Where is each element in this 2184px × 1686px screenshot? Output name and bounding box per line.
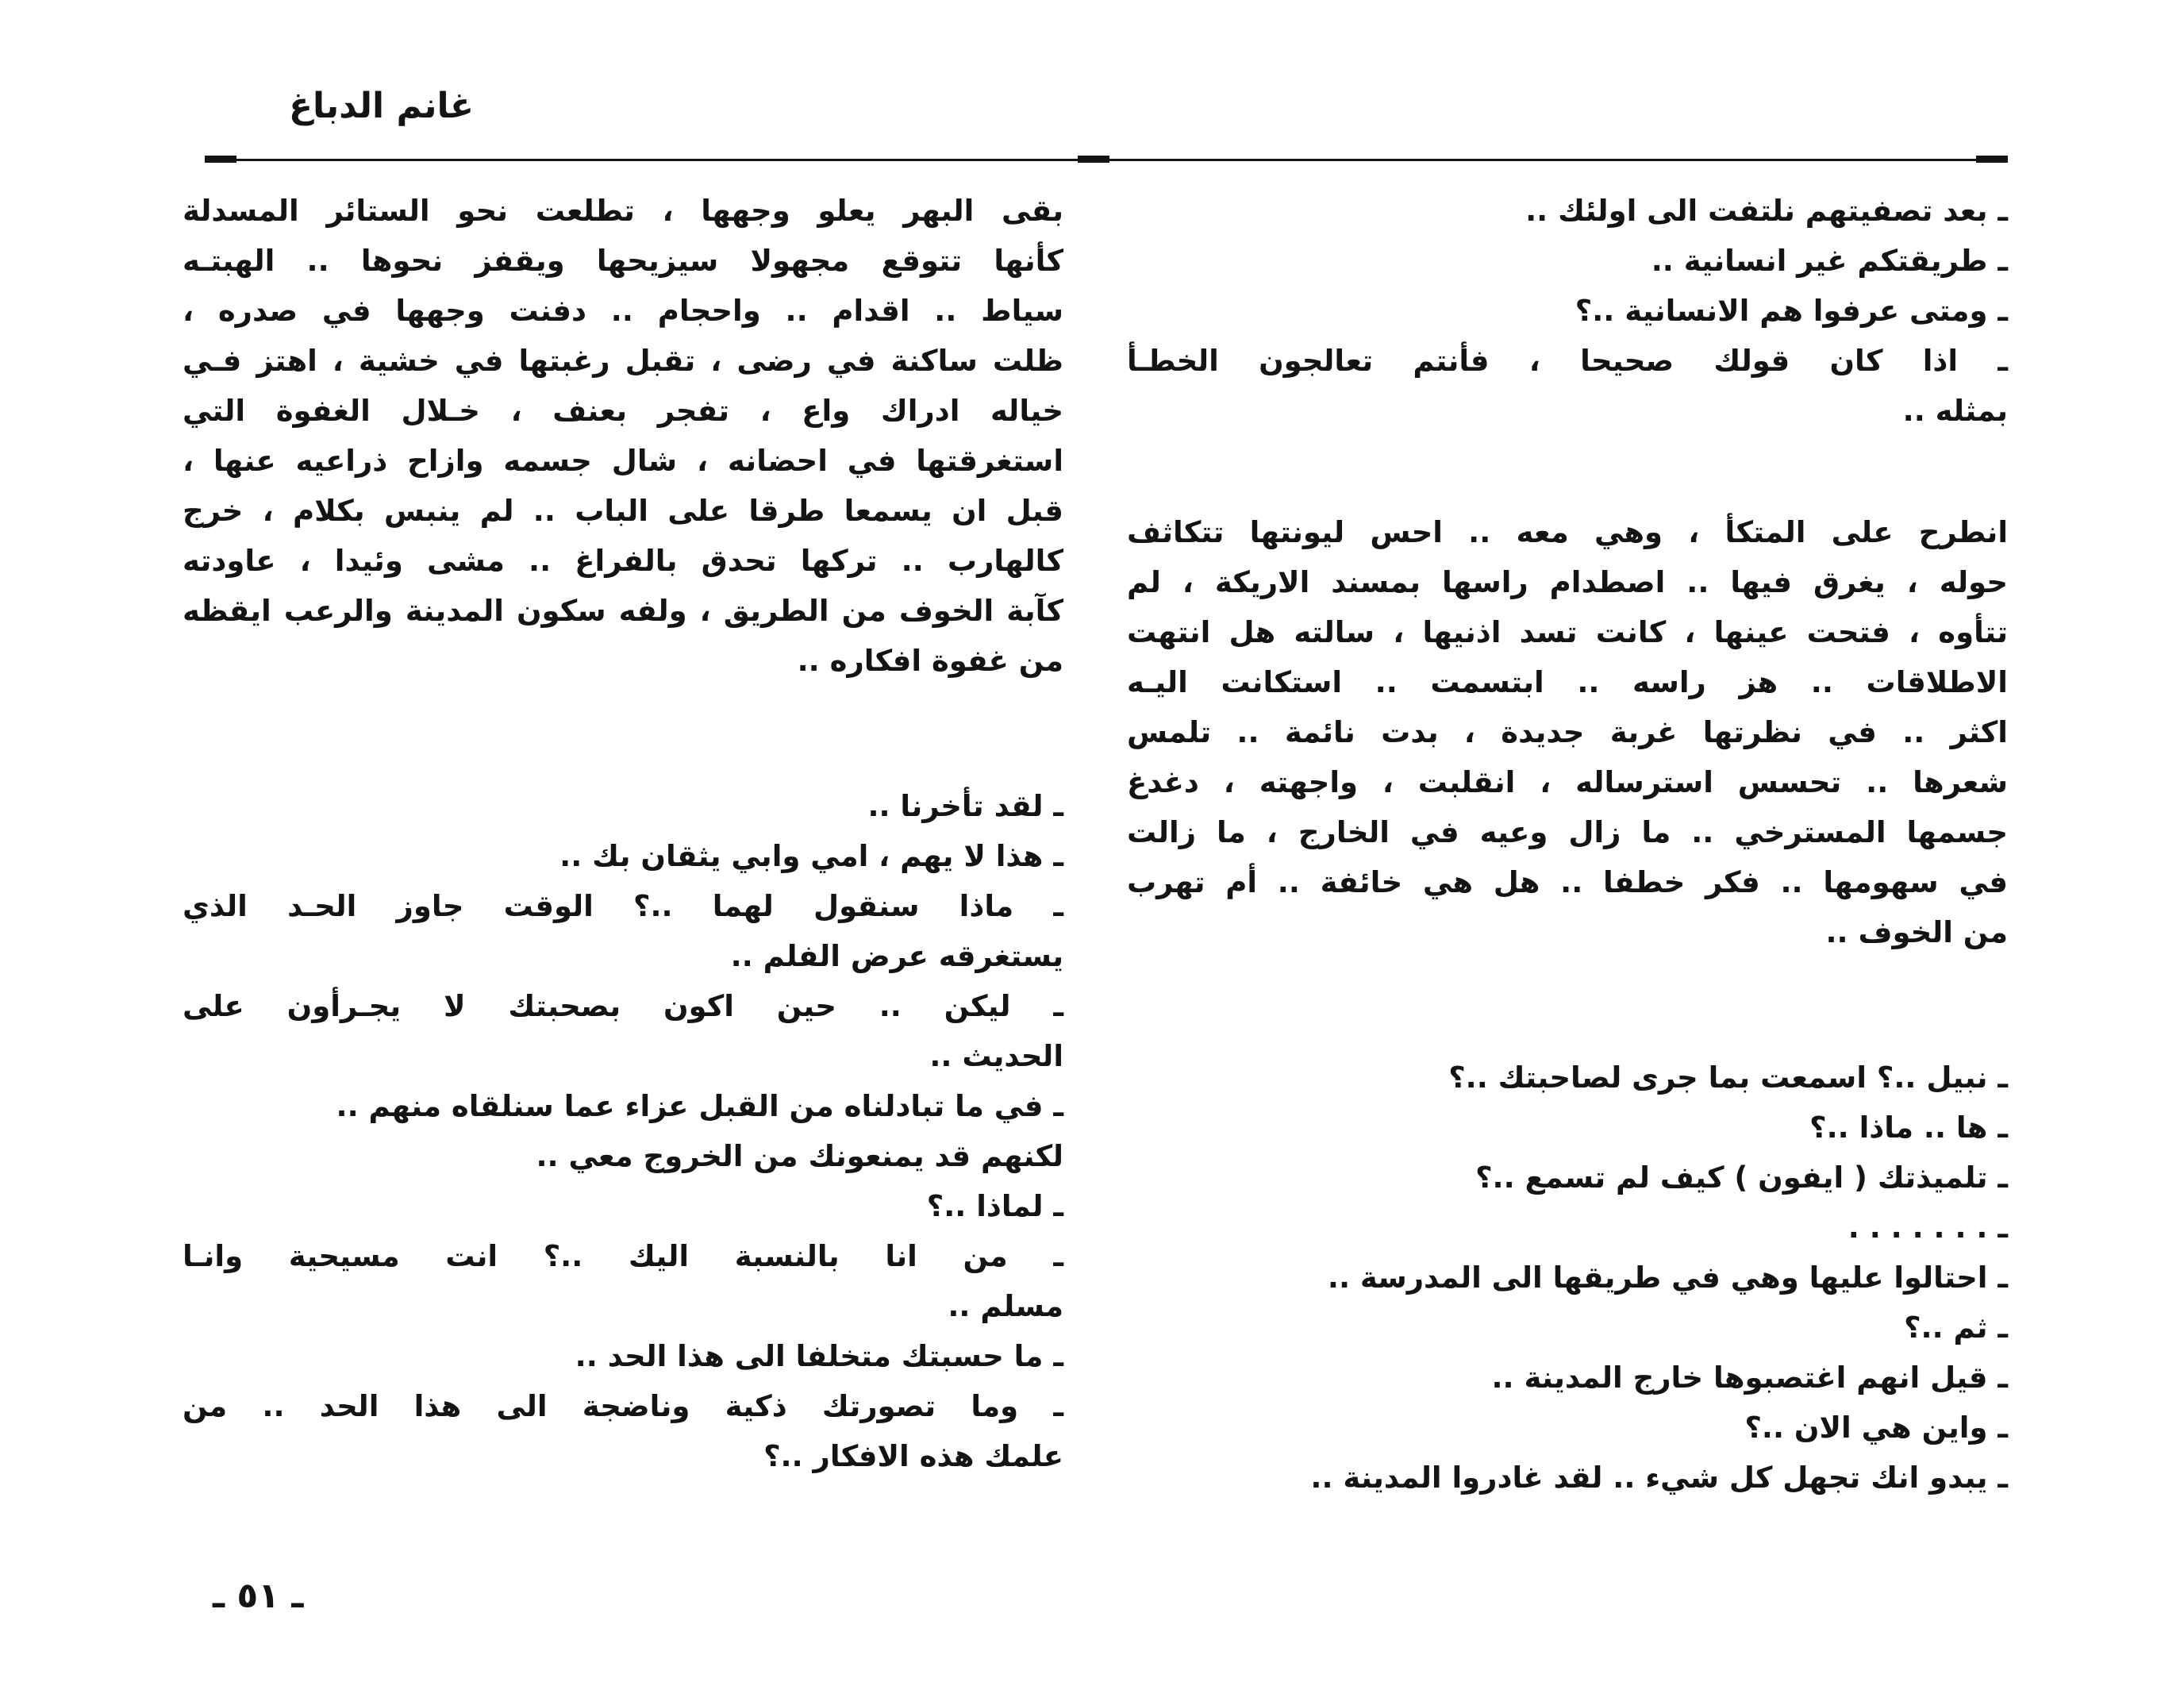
text-line: في سهومها .. فكر خطفا .. هل هي خائفة .. أم تهرب [1127, 865, 2008, 899]
text-line: ـ هذا لا يهم ، امي وابي يثقان بك .. [559, 839, 1063, 873]
text-line: ـ احتالوا عليها وهي في طريقها الى المدرسة .. [1327, 1261, 2008, 1295]
text-line: الحديث .. [929, 1039, 1063, 1073]
text-line: ـ واين هي الان ..؟ [1744, 1411, 2008, 1445]
text-line: ـ لقد تأخرنا .. [867, 789, 1063, 823]
text-line: ـ يبدو انك تجهل كل شيء .. لقد غادروا المدينة .. [1310, 1461, 2008, 1495]
text-line: سياط .. اقدام .. واحجام .. دفنت وجهها في صدره ، [183, 294, 1063, 328]
dialogue-block-right-1 [1127, 186, 2008, 436]
text-line: تتأوه ، فتحت عينها ، كانت تسد اذنيها ، سالته هل انتهت [1127, 615, 2008, 649]
text-line: خياله ادراك واع ، تفجر بعنف ، خـلال الغفوة التي [183, 394, 1063, 428]
text-line: ـ في ما تبادلناه من القبل عزاء عما سنلقاه منهم .. [336, 1089, 1063, 1123]
text-line: بمثله .. [1902, 394, 2008, 428]
header-rule-ornament-center [1078, 156, 1109, 163]
paragraph-left-1 [183, 186, 1063, 686]
text-column-left [183, 186, 1063, 1481]
text-line: ـ نبيل ..؟ اسمعت بما جرى لصاحبتك ..؟ [1448, 1060, 2008, 1095]
text-line: من الخوف .. [1825, 915, 2008, 949]
header-rule-ornament-left [205, 156, 236, 163]
text-column-right [1127, 186, 2008, 1503]
text-line: ـ ماذا سنقول لهما ..؟ الوقت جاوز الحـد الذي [183, 889, 1063, 923]
text-line: ـ وما تصورتك ذكية وناضجة الى هذا الحد .. من [183, 1389, 1063, 1423]
dialogue-block-right-3 [1127, 1053, 2008, 1503]
text-line: من غفوة افكاره .. [797, 644, 1063, 678]
text-line: مسلم .. [948, 1289, 1063, 1323]
text-line: بقى البهر يعلو وجهها ، تطلعت نحو الستائر المسدلة [183, 194, 1063, 228]
text-line: شعرها .. تحسس استرساله ، انقلبت ، واجهته ، دغدغ [1127, 765, 2008, 799]
text-line: لكنهم قد يمنعونك من الخروج معي .. [536, 1139, 1063, 1173]
text-line: ـ ها .. ماذا ..؟ [1809, 1111, 2008, 1145]
text-line: كالهارب .. تركها تحدق بالفراغ .. مشى وئيدا ، عاودته [183, 544, 1063, 578]
text-line: ـ تلميذتك ( ايفون ) كيف لم تسمع ..؟ [1475, 1161, 2008, 1195]
running-header-author: غانم الدباغ [289, 86, 475, 126]
text-line: ـ ليكن .. حين اكون بصحبتك لا يجـرأون على [183, 989, 1063, 1023]
text-line: حوله ، يغرق فيها .. اصطدام راسها بمسند الاريكة ، لم [1127, 565, 2008, 599]
text-line: ـ قيل انهم اغتصبوها خارج المدينة .. [1491, 1361, 2008, 1395]
dialogue-block-left-2 [183, 781, 1063, 1481]
text-line: ـ طريقتكم غير انسانية .. [1651, 244, 2008, 278]
text-line: ـ ومتى عرفوا هم الانسانية ..؟ [1575, 294, 2008, 328]
text-line: ـ لماذا ..؟ [926, 1189, 1063, 1223]
text-line: كأنها تتوقع مجهولا سيزيحها ويقفز نحوها .. الهبتـه [183, 244, 1063, 278]
text-line: جسمها المسترخي .. ما زال وعيه في الخارج ، ما زالت [1127, 815, 2008, 849]
text-line: استغرقتها في احضانه ، شال جسمه وازاح ذراعيه عنها ، [183, 444, 1063, 478]
text-line: ـ بعد تصفيتهم نلتفت الى اولئك .. [1525, 194, 2008, 228]
text-line: ظلت ساكنة في رضى ، تقبل رغبتها في خشية ، اهتز فـي [183, 344, 1063, 378]
text-line: انطرح على المتكأ ، وهي معه .. احس ليونتها تتكاثف [1127, 515, 2008, 549]
text-line: ـ . . . . . . . [1848, 1211, 2008, 1245]
text-line: قبل ان يسمعا طرقا على الباب .. لم ينبس بكلام ، خرج [183, 494, 1063, 528]
text-line: ـ ثم ..؟ [1904, 1311, 2008, 1345]
text-line: يستغرقه عرض الفلم .. [730, 939, 1063, 973]
text-line: كآبة الخوف من الطريق ، ولفه سكون المدينة والرعب ايقظه [183, 594, 1063, 628]
text-line: ـ ما حسبتك متخلفا الى هذا الحد .. [575, 1339, 1063, 1373]
paragraph-right-2 [1127, 507, 2008, 957]
text-line: ـ اذا كان قولك صحيحا ، فأنتم تعالجون الخطـأ [1127, 344, 2008, 378]
header-rule-ornament-right [1976, 156, 2008, 163]
text-line: اكثر .. في نظرتها غربة جديدة ، بدت نائمة .. تلمس [1127, 715, 2008, 749]
text-line: ـ من انا بالنسبة اليك ..؟ انت مسيحية وانـا [183, 1239, 1063, 1273]
text-line: علمك هذه الافكار ..؟ [763, 1439, 1063, 1473]
page-number: ـ ٥١ ـ [213, 1576, 304, 1616]
header-rule [205, 157, 2008, 162]
text-line: الاطلاقات .. هز راسه .. ابتسمت .. استكانت اليـه [1127, 665, 2008, 699]
